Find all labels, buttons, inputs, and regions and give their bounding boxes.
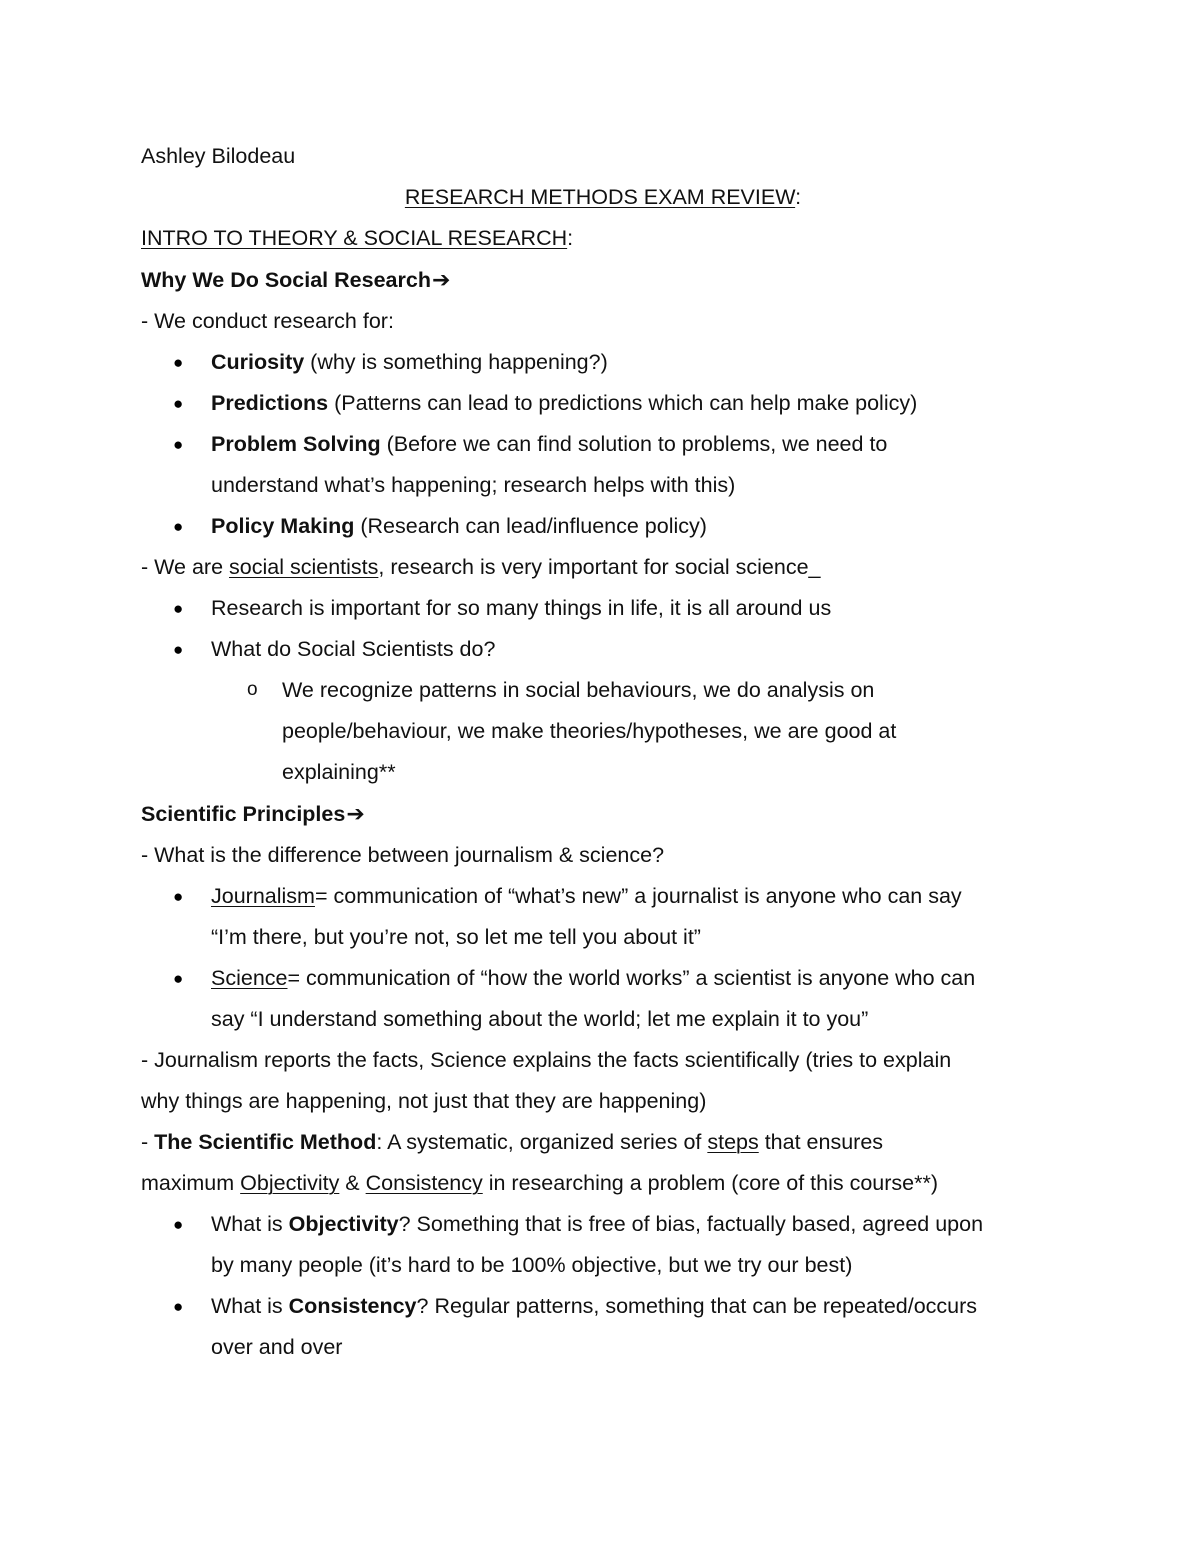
social-scientists-term: social scientists xyxy=(229,555,379,579)
list-item xyxy=(173,424,1071,506)
bullet-icon: ● xyxy=(173,969,184,988)
nested-list-item xyxy=(247,670,1071,793)
text: & xyxy=(339,1171,366,1195)
text: maximum xyxy=(141,1171,241,1195)
principles-question: - What is the difference between journalism & science? xyxy=(141,843,665,867)
trailing-underscore: _ xyxy=(808,555,821,579)
bullet-icon: ● xyxy=(173,394,184,413)
text: , research is very important for social science xyxy=(378,555,809,579)
steps-term: steps xyxy=(707,1130,759,1154)
text: What is xyxy=(211,1212,289,1236)
item-text: Research is important for so many things in life, it is all around us xyxy=(211,596,832,620)
scientific-method-term: The Scientific Method xyxy=(154,1130,377,1154)
bullet-icon: ● xyxy=(173,517,184,536)
bullet-icon: ● xyxy=(173,435,184,454)
nested-text: people/behaviour, we make theories/hypotheses, we are good at xyxy=(282,719,897,743)
item-term: Predictions xyxy=(211,391,329,415)
nested-list xyxy=(211,670,1071,793)
bullet-icon: ● xyxy=(173,1297,184,1316)
text: in researching a problem (core of this course**) xyxy=(482,1171,939,1195)
section-heading xyxy=(141,218,1071,259)
document-page xyxy=(141,136,1071,1368)
item-term: Policy Making xyxy=(211,514,355,538)
item-text: ? Regular patterns, something that can be repeated/occurs xyxy=(416,1294,978,1318)
why-intro: - We conduct research for: xyxy=(141,309,394,333)
bullet-icon: ● xyxy=(173,887,184,906)
section-heading-text: INTRO TO THEORY & SOCIAL RESEARCH xyxy=(141,226,568,250)
method-list xyxy=(141,1204,1071,1368)
item-desc: (Before we can find solution to problems, we need to xyxy=(380,432,888,456)
title-text: RESEARCH METHODS EXAM REVIEW xyxy=(404,185,796,209)
item-text: = communication of “how the world works” a scientist is anyone who can xyxy=(287,966,976,990)
consistency-term: Consistency xyxy=(365,1171,483,1195)
item-text: “I’m there, but you’re not, so let me tell you about it” xyxy=(211,925,701,949)
list-item xyxy=(173,506,1071,547)
why-heading-text: Why We Do Social Research xyxy=(141,268,431,292)
reasons-list xyxy=(141,342,1071,547)
list-item xyxy=(173,383,1071,424)
bullet-icon: ● xyxy=(173,640,184,659)
why-heading xyxy=(141,259,1071,301)
objectivity-term: Objectivity xyxy=(240,1171,340,1195)
item-text: = communication of “what’s new” a journalist is anyone who can say xyxy=(314,884,962,908)
list-item xyxy=(173,1204,1071,1286)
nested-text: We recognize patterns in social behaviours, we do analysis on xyxy=(282,678,875,702)
circle-bullet-icon: o xyxy=(247,679,258,700)
text: that ensures xyxy=(758,1130,884,1154)
item-desc: (Research can lead/influence policy) xyxy=(354,514,707,538)
scientists-list xyxy=(141,588,1071,793)
text: What is xyxy=(211,1294,289,1318)
journalism-term: Journalism xyxy=(211,884,315,908)
consistency-bold: Consistency xyxy=(288,1294,417,1318)
science-term: Science xyxy=(211,966,288,990)
item-text: by many people (it’s hard to be 100% objective, but we try our best) xyxy=(211,1253,853,1277)
principles-heading-text: Scientific Principles xyxy=(141,802,346,826)
scientific-method-line-2 xyxy=(141,1163,1071,1204)
text: - We are xyxy=(141,555,230,579)
list-item xyxy=(173,588,1071,629)
principles-heading xyxy=(141,793,1071,835)
item-text: say “I understand something about the world; let me explain it to you” xyxy=(211,1007,869,1031)
item-text: ? Something that is free of bias, factually based, agreed upon xyxy=(398,1212,984,1236)
scientific-method-line-1 xyxy=(141,1122,1071,1163)
item-text: over and over xyxy=(211,1335,343,1359)
bullet-icon: ● xyxy=(173,1215,184,1234)
item-text: What do Social Scientists do? xyxy=(211,637,496,661)
bullet-icon: ● xyxy=(173,353,184,372)
list-item xyxy=(173,629,1071,793)
list-item xyxy=(173,876,1071,958)
arrow-icon: ➔ xyxy=(346,801,365,826)
reports-line-1: - Journalism reports the facts, Science explains the facts scientifically (tries to explain xyxy=(141,1048,952,1072)
list-item xyxy=(173,342,1071,383)
document-title xyxy=(138,177,1068,218)
arrow-icon: ➔ xyxy=(431,267,451,292)
item-desc: (why is something happening?) xyxy=(304,350,608,374)
list-item xyxy=(173,958,1071,1040)
bullet-icon: ● xyxy=(173,599,184,618)
item-term: Curiosity xyxy=(211,350,305,374)
social-scientists-line xyxy=(141,547,1071,588)
section-heading-colon: : xyxy=(567,226,574,250)
objectivity-bold: Objectivity xyxy=(288,1212,399,1236)
definitions-list xyxy=(141,876,1071,1040)
text: : A systematic, organized series of xyxy=(376,1130,708,1154)
author-name: Ashley Bilodeau xyxy=(141,144,296,168)
reports-line-2: why things are happening, not just that they are happening) xyxy=(141,1089,707,1113)
text: - xyxy=(141,1130,155,1154)
list-item xyxy=(173,1286,1071,1368)
item-desc: (Patterns can lead to predictions which can help make policy) xyxy=(328,391,918,415)
item-term: Problem Solving xyxy=(211,432,381,456)
item-desc-continued: understand what’s happening; research helps with this) xyxy=(211,473,736,497)
title-colon: : xyxy=(795,185,802,209)
nested-text: explaining** xyxy=(282,760,396,784)
